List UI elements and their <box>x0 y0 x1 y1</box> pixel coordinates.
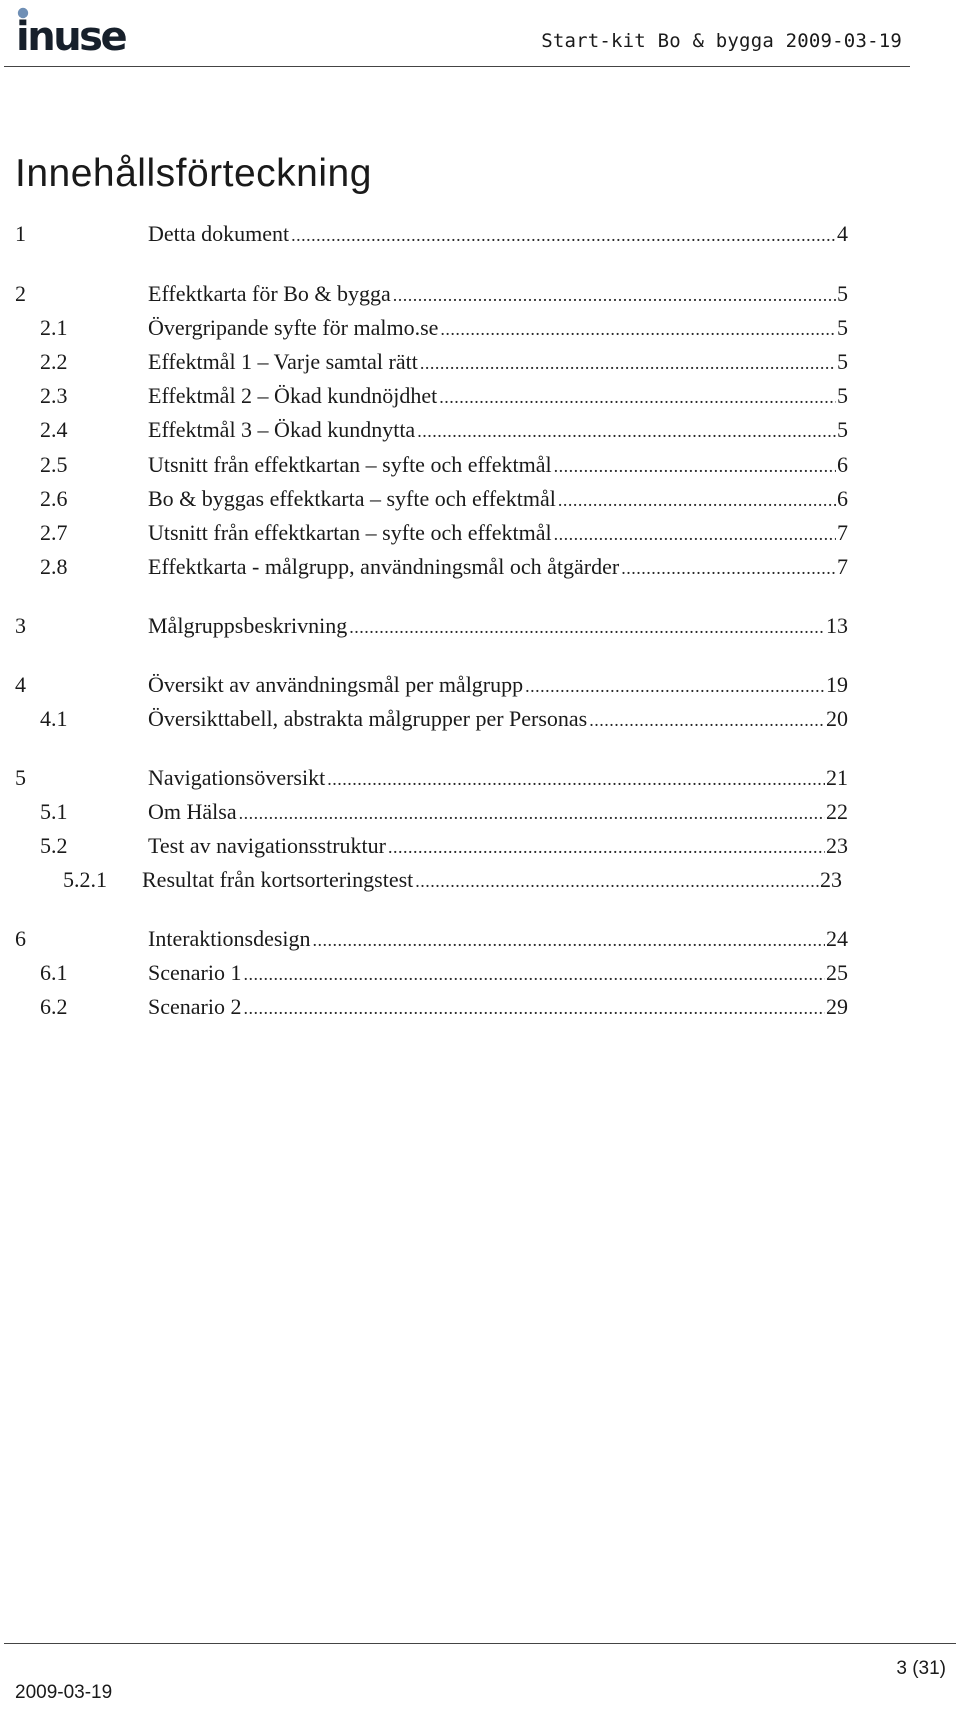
toc-entry-line <box>148 220 848 249</box>
toc-entry[interactable] <box>0 280 960 308</box>
toc-entry-line <box>148 612 848 641</box>
toc-entry-title[interactable]: Målgruppsbeskrivning <box>148 613 348 638</box>
toc-entry-title[interactable]: Bo & byggas effektkarta – syfte och effektmål <box>148 486 556 511</box>
page-header <box>0 0 960 70</box>
toc-entry[interactable] <box>0 959 960 987</box>
toc-entry-title[interactable]: Detta dokument <box>148 221 290 246</box>
toc-entry-page[interactable]: 6 <box>837 486 848 511</box>
toc-entry-number: 2.1 <box>40 315 68 340</box>
toc-entry-page[interactable]: 20 <box>826 706 848 731</box>
toc-entry[interactable] <box>0 764 960 792</box>
toc-entry-number: 3 <box>15 613 26 638</box>
toc-entry-line <box>148 671 848 700</box>
toc-entry-page[interactable]: 22 <box>826 799 848 824</box>
toc-entry[interactable] <box>0 314 960 342</box>
toc-dot-leader <box>291 221 836 249</box>
toc-entry[interactable] <box>0 348 960 376</box>
footer-divider <box>4 1643 956 1644</box>
toc-entry-line <box>148 705 848 734</box>
toc-entry[interactable] <box>0 993 960 1021</box>
toc-entry-page[interactable]: 5 <box>837 417 848 442</box>
toc-entry-number: 2.6 <box>40 486 68 511</box>
header-divider <box>4 66 910 67</box>
toc-dot-leader <box>554 452 836 480</box>
toc-entry-title[interactable]: Interaktionsdesign <box>148 926 311 951</box>
toc-dot-leader <box>239 799 825 827</box>
toc-entry-line <box>148 993 848 1022</box>
toc-entry-page[interactable]: 23 <box>820 867 842 892</box>
toc-entry-line <box>148 519 848 548</box>
toc-entry[interactable] <box>0 451 960 479</box>
toc-entry-number: 2.8 <box>40 554 68 579</box>
toc-entry-title[interactable]: Om Hälsa <box>148 799 237 824</box>
toc-entry-number: 2.4 <box>40 417 68 442</box>
toc-entry[interactable] <box>0 832 960 860</box>
toc-entry[interactable] <box>0 705 960 733</box>
toc-entry-title[interactable]: Effektmål 1 – Varje samtal rätt <box>148 349 418 374</box>
toc-entry-page[interactable]: 5 <box>837 349 848 374</box>
toc-entry-number: 6 <box>15 926 26 951</box>
toc-entry-title[interactable]: Utsnitt från effektkartan – syfte och effektmål <box>148 520 552 545</box>
page-indicator: 3 (31) <box>896 1658 946 1679</box>
toc-entry[interactable] <box>0 866 960 894</box>
toc-entry-number: 4 <box>15 672 26 697</box>
toc-entry-title[interactable]: Utsnitt från effektkartan – syfte och effektmål <box>148 452 552 477</box>
toc-entry-title[interactable]: Övergripande syfte för malmo.se <box>148 315 439 340</box>
toc-entry-page[interactable]: 13 <box>826 613 848 638</box>
toc-entry-number: 5 <box>15 765 26 790</box>
toc-entry-number: 5.1 <box>40 799 68 824</box>
inuse-logo <box>16 2 156 54</box>
toc-entry-page[interactable]: 24 <box>826 926 848 951</box>
toc-entry-number: 2.2 <box>40 349 68 374</box>
toc-dot-leader <box>621 554 836 582</box>
toc-entry-page[interactable]: 21 <box>826 765 848 790</box>
toc-entry-number: 2.5 <box>40 452 68 477</box>
toc-entry[interactable] <box>0 798 960 826</box>
toc-entry-number: 4.1 <box>40 706 68 731</box>
toc-dot-leader <box>415 867 819 895</box>
toc-dot-leader <box>558 486 836 514</box>
toc-entry-line <box>148 348 848 377</box>
toc-entry-title[interactable]: Översikttabell, abstrakta målgrupper per Personas <box>148 706 588 731</box>
toc-entry-line <box>148 314 848 343</box>
toc-entry-line <box>148 485 848 514</box>
toc-entry-title[interactable]: Effektkarta - målgrupp, användningsmål och åtgärder <box>148 554 620 579</box>
toc-entry-page[interactable]: 4 <box>837 221 848 246</box>
toc-entry-page[interactable]: 19 <box>826 672 848 697</box>
toc-entry-page[interactable]: 29 <box>826 994 848 1019</box>
toc-entry-page[interactable]: 23 <box>826 833 848 858</box>
page-title: Innehållsförteckning <box>15 152 372 195</box>
toc-entry-number: 1 <box>15 221 26 246</box>
toc-entry[interactable] <box>0 671 960 699</box>
toc-entry-number: 2.3 <box>40 383 68 408</box>
toc-entry-title[interactable]: Resultat från kortsorteringstest <box>142 867 414 892</box>
toc-entry-title[interactable]: Scenario 1 <box>148 960 242 985</box>
toc-entry[interactable] <box>0 220 960 248</box>
toc-dot-leader <box>327 765 825 793</box>
toc-entry-page[interactable]: 5 <box>837 281 848 306</box>
toc-entry[interactable] <box>0 485 960 513</box>
toc-dot-leader <box>393 281 836 309</box>
toc-entry[interactable] <box>0 382 960 410</box>
toc-dot-leader <box>243 994 825 1022</box>
toc-entry[interactable] <box>0 416 960 444</box>
toc-entry[interactable] <box>0 519 960 547</box>
toc-entry[interactable] <box>0 612 960 640</box>
toc-entry-title[interactable]: Test av navigationsstruktur <box>148 833 386 858</box>
toc-entry-line <box>148 451 848 480</box>
toc-entry-page[interactable]: 7 <box>837 554 848 579</box>
logo-wordmark: inuse <box>16 14 126 54</box>
toc-entry-line <box>142 866 842 895</box>
toc-entry-page[interactable]: 7 <box>837 520 848 545</box>
toc-entry-line <box>148 959 848 988</box>
toc-entry-line <box>148 764 848 793</box>
toc-entry[interactable] <box>0 553 960 581</box>
toc-entry-title[interactable]: Effektkarta för Bo & bygga <box>148 281 391 306</box>
toc-entry-page[interactable]: 6 <box>837 452 848 477</box>
toc-dot-leader <box>554 520 836 548</box>
toc-entry-line <box>148 280 848 309</box>
toc-entry-title[interactable]: Scenario 2 <box>148 994 242 1019</box>
toc-entry-number: 6.2 <box>40 994 68 1019</box>
toc-entry-line <box>148 798 848 827</box>
toc-entry-line <box>148 925 848 954</box>
toc-entry-title[interactable]: Översikt av användningsmål per målgrupp <box>148 672 524 697</box>
toc-dot-leader <box>525 672 825 700</box>
toc-dot-leader <box>349 613 825 641</box>
header-document-title: Start-kit Bo & bygga 2009-03-19 <box>541 30 902 52</box>
toc-dot-leader <box>417 417 836 445</box>
toc-entry-number: 2 <box>15 281 26 306</box>
toc-entry-number: 5.2.1 <box>63 867 107 892</box>
toc-entry-number: 5.2 <box>40 833 68 858</box>
toc-entry-line <box>148 382 848 411</box>
toc-entry-page[interactable]: 5 <box>837 315 848 340</box>
toc-entry-number: 6.1 <box>40 960 68 985</box>
toc-entry-title[interactable]: Effektmål 3 – Ökad kundnytta <box>148 417 416 442</box>
toc-entry-title[interactable]: Navigationsöversikt <box>148 765 326 790</box>
toc-entry-page[interactable]: 25 <box>826 960 848 985</box>
toc-entry[interactable] <box>0 925 960 953</box>
toc-entry-number: 2.7 <box>40 520 68 545</box>
toc-entry-page[interactable]: 5 <box>837 383 848 408</box>
toc-dot-leader <box>439 383 836 411</box>
toc-entry-line <box>148 832 848 861</box>
toc-dot-leader <box>388 833 825 861</box>
toc-dot-leader <box>440 315 836 343</box>
toc-entry-title[interactable]: Effektmål 2 – Ökad kundnöjdhet <box>148 383 438 408</box>
footer-date: 2009-03-19 <box>15 1682 113 1703</box>
toc-dot-leader <box>589 706 825 734</box>
toc-entry-line <box>148 416 848 445</box>
toc-dot-leader <box>313 926 825 954</box>
toc-entry-line <box>148 553 848 582</box>
toc-dot-leader <box>243 960 825 988</box>
toc-dot-leader <box>420 349 836 377</box>
